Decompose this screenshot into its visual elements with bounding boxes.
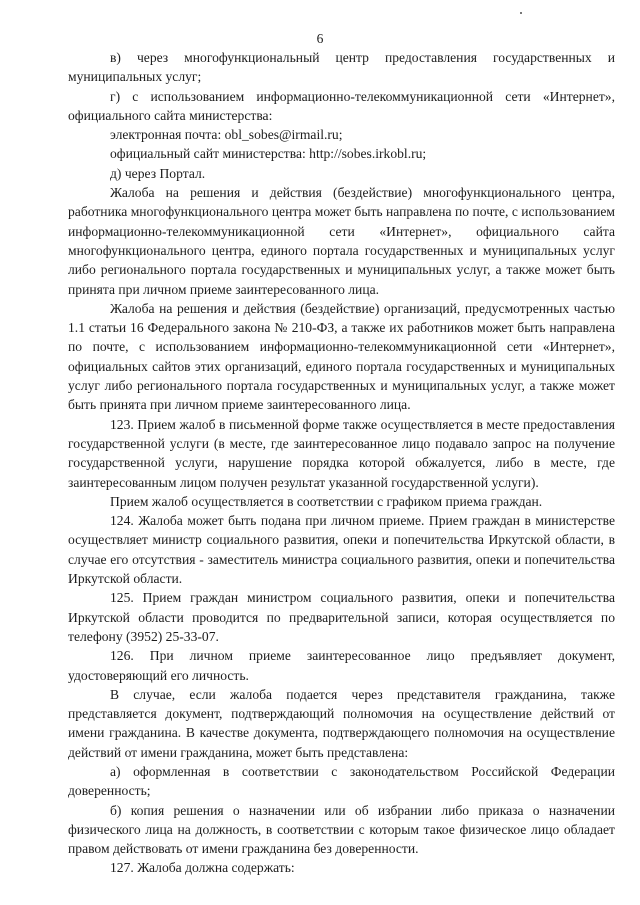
paragraph-email: электронная почта: obl_sobes@irmail.ru; — [110, 127, 343, 143]
paragraph-item-b: б) копия решения о назначении или об избрании либо приказа о назначении физического лица на должность, в соответствии с которым такое физическое лицо обладает правом действовать от имени гражданина без доверенности. — [68, 802, 615, 857]
paragraph-127: 127. Жалоба должна содержать: — [110, 860, 295, 876]
paragraph-124: 124. Жалоба может быть подана при личном приеме. Прием граждан в министерстве осуществляет министр социального развития, опеки и попечительства Иркутской области, в случае его отсутствия - заместитель министра социального развития, опеки и попечительства Иркутской области. — [68, 513, 615, 587]
paragraph-item-d: д) через Портал. — [110, 165, 206, 181]
scan-speck — [520, 12, 522, 14]
paragraph-123: 123. Прием жалоб в письменной форме также осуществляется в месте предоставления государственной услуги (в месте, где заинтересованное лицо подавало запрос на получение государственной услуги, нарушение порядка которой обжалуется, либо в месте, где заинтересованным лицом получен результат указанной государственной услуги). — [68, 416, 615, 490]
paragraph-organizations-complaint: Жалоба на решения и действия (бездействие) организаций, предусмотренных частью 1.1 статьи 16 Федерального закона № 210-ФЗ, а также их работников может быть направлена по почте, с использованием информационно-телекоммуникационной сети «Интернет», официальных сайтов этих организаций, единого портала государственных и муниципальных услуг либо регионального портала государственных и муниципальных услуг, а также может быть принята при личном приеме заинтересованного лица. — [68, 300, 615, 413]
paragraph-item-a: а) оформленная в соответствии с законодательством Российской Федерации доверенность; — [68, 763, 615, 799]
paragraph-schedule: Прием жалоб осуществляется в соответствии с графиком приема граждан. — [110, 493, 543, 509]
paragraph-item-v: в) через многофункциональный центр предоставления государственных и муниципальных услуг; — [68, 50, 615, 85]
document-body — [68, 48, 615, 878]
paragraph-125: 125. Прием граждан министром социального развития, опеки и попечительства Иркутской области проводится по предварительной записи, которая осуществляется по телефону (3952) 25-33-07. — [68, 590, 615, 644]
paragraph-website: официальный сайт министерства: http://sobes.irkobl.ru; — [110, 146, 427, 162]
page-number: 6 — [316, 31, 324, 46]
paragraph-item-g: г) с использованием информационно-телекоммуникационной сети «Интернет», официального сайта министерства: — [68, 88, 615, 123]
paragraph-representative: В случае, если жалоба подается через представителя гражданина, также представляется документ, подтверждающий полномочия на осуществление действий от имени гражданина. В качестве документа, подтверждающего полномочия на осуществление действий от имени гражданина, может быть представлена: — [68, 686, 615, 760]
paragraph-mfc-complaint: Жалоба на решения и действия (бездействие) многофункционального центра, работника многофункционального центра может быть направлена по почте, с использованием информационно-телекоммуникационной сети «Интернет», официального сайта многофункционального центра, единого портала государственных и муниципальных услуг либо регионального портала государственных и муниципальных услуг, а также может быть принята при личном приеме заинтересованного лица. — [68, 185, 615, 297]
paragraph-126: 126. При личном приеме заинтересованное лицо предъявляет документ, удостоверяющий его личность. — [68, 648, 615, 683]
